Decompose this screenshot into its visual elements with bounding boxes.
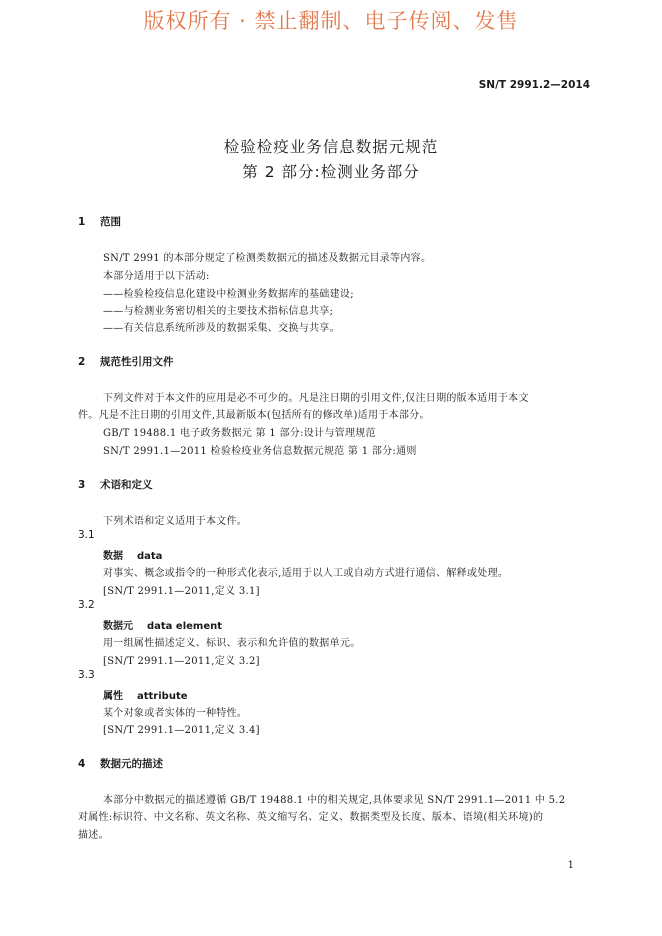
- reference-item: GB/T 19488.1 电子政务数据元 第 1 部分:设计与管理规范: [103, 428, 376, 439]
- paragraph: 下列文件对于本文件的应用是必不可少的。凡是注日期的引用文件,仅注日期的版本适用于本文: [103, 393, 529, 404]
- term-name-cn: 属性: [103, 691, 123, 702]
- term-definition: 对事实、概念或指令的一种形式化表示,适用于以人工或自动方式进行通信、解释或处理。: [103, 568, 509, 579]
- section-4-heading: [78, 756, 163, 771]
- section-3-heading: [78, 477, 153, 492]
- section-number: 1: [78, 216, 86, 228]
- watermark-banner: 版权所有 · 禁止翻制、电子传阅、发售: [143, 9, 519, 33]
- term-name: [103, 617, 222, 632]
- term-name-en: data: [137, 551, 163, 562]
- section-number: 3: [78, 479, 86, 491]
- term-name: [103, 687, 188, 702]
- paragraph: 本部分中数据元的描述遵循 GB/T 19488.1 中的相关规定,具体要求见 SN/T 2991.1—2011 中 5.2: [103, 795, 566, 806]
- term-name-cn: 数据: [103, 551, 123, 562]
- paragraph: SN/T 2991 的本部分规定了检测类数据元的描述及数据元目录等内容。: [103, 253, 432, 264]
- document-title: 检验检疫业务信息数据元规范: [223, 138, 439, 156]
- document-number: SN/T 2991.2—2014: [478, 79, 590, 91]
- document-subtitle: 第 2 部分:检测业务部分: [242, 163, 420, 181]
- term-number: 3.2: [78, 599, 95, 611]
- term-number: 3.1: [78, 529, 95, 541]
- page-number: 1: [567, 860, 574, 871]
- section-title: 数据元的描述: [100, 758, 163, 770]
- term-name-cn: 数据元: [103, 621, 133, 632]
- paragraph: 对属性:标识符、中文名称、英文名称、英文缩写名、定义、数据类型及长度、版本、语境(相关环境)的: [78, 812, 544, 823]
- list-item: ——有关信息系统所涉及的数据采集、交换与共享。: [103, 323, 340, 334]
- term-name-en: data element: [147, 621, 223, 632]
- section-title: 范围: [100, 216, 121, 228]
- section-2-heading: [78, 354, 174, 369]
- section-title: 术语和定义: [100, 479, 153, 491]
- paragraph: 本部分适用于以下活动:: [103, 271, 210, 282]
- term-source: [SN/T 2991.1—2011,定义 3.4]: [103, 725, 260, 736]
- term-definition: 某个对象或者实体的一种特性。: [103, 708, 248, 719]
- section-1-heading: [78, 214, 121, 229]
- term-name-en: attribute: [137, 691, 188, 702]
- paragraph: 件。凡是不注日期的引用文件,其最新版本(包括所有的修改单)适用于本部分。: [78, 410, 430, 421]
- term-source: [SN/T 2991.1—2011,定义 3.2]: [103, 656, 260, 667]
- section-number: 4: [78, 758, 86, 770]
- reference-item: SN/T 2991.1—2011 检验检疫业务信息数据元规范 第 1 部分:通则: [103, 446, 417, 457]
- list-item: ——检验检疫信息化建设中检测业务数据库的基础建设;: [103, 289, 354, 300]
- section-title: 规范性引用文件: [100, 356, 174, 368]
- paragraph: 下列术语和定义适用于本文件。: [103, 516, 248, 527]
- list-item: ——与检测业务密切相关的主要技术指标信息共享;: [103, 306, 334, 317]
- section-number: 2: [78, 356, 86, 368]
- term-source: [SN/T 2991.1—2011,定义 3.1]: [103, 586, 260, 597]
- term-name: [103, 547, 162, 562]
- term-definition: 用一组属性描述定义、标识、表示和允许值的数据单元。: [103, 638, 361, 649]
- term-number: 3.3: [78, 669, 95, 681]
- paragraph: 描述。: [78, 830, 109, 841]
